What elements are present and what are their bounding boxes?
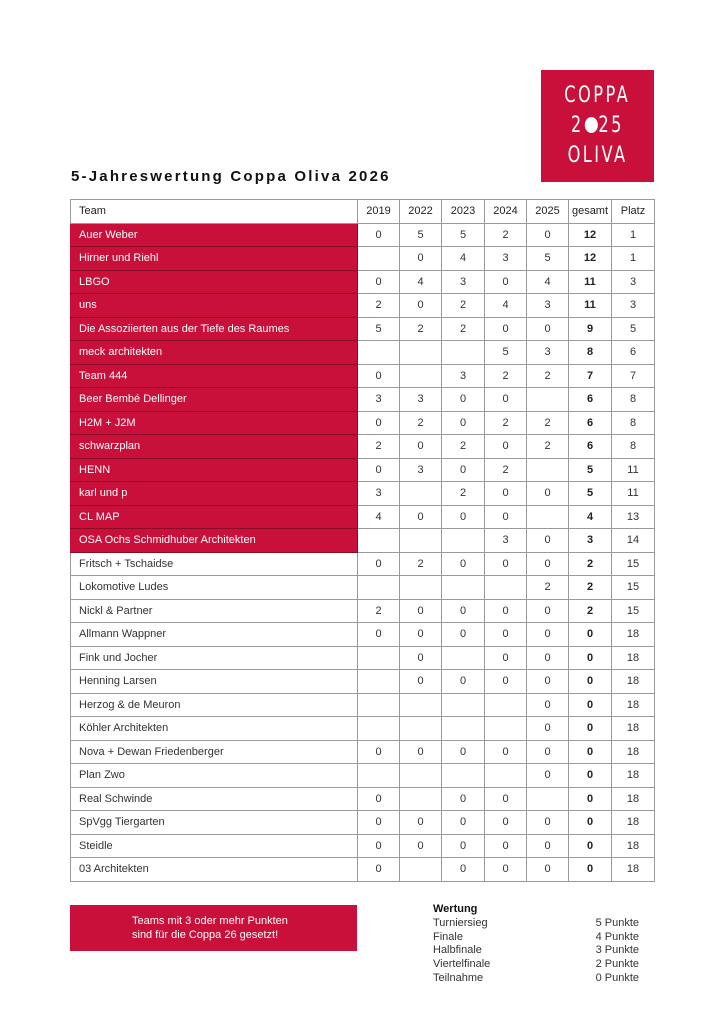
team-name: Köhler Architekten — [71, 717, 358, 741]
table-row — [71, 482, 655, 506]
score-2022: 0 — [400, 670, 442, 694]
score-2024: 0 — [485, 505, 527, 529]
score-total: 2 — [569, 599, 612, 623]
score-2025: 0 — [527, 552, 569, 576]
score-2019: 3 — [358, 482, 400, 506]
score-total: 2 — [569, 552, 612, 576]
logo-line-coppa: COPPA — [564, 83, 631, 108]
team-name: Plan Zwo — [71, 764, 358, 788]
score-2023 — [442, 693, 485, 717]
score-2024: 4 — [485, 294, 527, 318]
header-2019: 2019 — [358, 200, 400, 224]
score-total: 3 — [569, 529, 612, 553]
score-total: 4 — [569, 505, 612, 529]
score-2025: 0 — [527, 858, 569, 882]
score-2024 — [485, 576, 527, 600]
team-name: Hirner und Riehl — [71, 247, 358, 271]
score-total: 0 — [569, 717, 612, 741]
score-2023: 0 — [442, 858, 485, 882]
logo-line-year — [571, 111, 624, 141]
table-body — [71, 223, 655, 881]
score-2025: 0 — [527, 717, 569, 741]
score-2019: 0 — [358, 223, 400, 247]
table-row — [71, 529, 655, 553]
score-2022 — [400, 529, 442, 553]
score-total: 6 — [569, 411, 612, 435]
score-2023: 0 — [442, 388, 485, 412]
team-name: Nickl & Partner — [71, 599, 358, 623]
score-2019: 4 — [358, 505, 400, 529]
team-name: OSA Ochs Schmidhuber Architekten — [71, 529, 358, 553]
score-total: 8 — [569, 341, 612, 365]
rank: 11 — [612, 458, 655, 482]
rank: 11 — [612, 482, 655, 506]
rank: 18 — [612, 717, 655, 741]
score-2019: 5 — [358, 317, 400, 341]
team-name: Beer Bembé Dellinger — [71, 388, 358, 412]
score-total: 0 — [569, 623, 612, 647]
rank: 18 — [612, 858, 655, 882]
table-row — [71, 623, 655, 647]
rank: 18 — [612, 834, 655, 858]
score-2025: 0 — [527, 693, 569, 717]
legend-label: Teilnahme — [433, 971, 484, 984]
team-name: CL MAP — [71, 505, 358, 529]
score-total: 0 — [569, 670, 612, 694]
legend-title: Wertung — [433, 903, 478, 915]
score-2022 — [400, 858, 442, 882]
header-team: Team — [71, 200, 358, 224]
score-2024: 0 — [485, 317, 527, 341]
score-2024: 2 — [485, 411, 527, 435]
score-2019 — [358, 717, 400, 741]
score-2025 — [527, 458, 569, 482]
rank: 18 — [612, 811, 655, 835]
score-2024: 0 — [485, 388, 527, 412]
rank: 18 — [612, 787, 655, 811]
score-2023: 0 — [442, 505, 485, 529]
score-2025 — [527, 388, 569, 412]
team-name: uns — [71, 294, 358, 318]
score-2019 — [358, 576, 400, 600]
table-row — [71, 270, 655, 294]
header-2024: 2024 — [485, 200, 527, 224]
table-row — [71, 764, 655, 788]
score-2022: 2 — [400, 552, 442, 576]
seeding-note — [70, 905, 357, 951]
table-row — [71, 670, 655, 694]
legend-label: Viertelfinale — [433, 958, 491, 971]
score-2025 — [527, 505, 569, 529]
table-row — [71, 717, 655, 741]
legend-value: 2 Punkte — [595, 958, 639, 971]
score-2024 — [485, 764, 527, 788]
legend-label: Finale — [433, 930, 463, 943]
score-2019: 2 — [358, 294, 400, 318]
score-total: 0 — [569, 811, 612, 835]
score-2025: 2 — [527, 435, 569, 459]
score-total: 0 — [569, 740, 612, 764]
score-2023: 0 — [442, 411, 485, 435]
score-2023: 2 — [442, 482, 485, 506]
score-2019 — [358, 341, 400, 365]
score-2023 — [442, 576, 485, 600]
table-row — [71, 411, 655, 435]
score-2025: 2 — [527, 364, 569, 388]
score-2024: 2 — [485, 223, 527, 247]
table-row — [71, 858, 655, 882]
table-row — [71, 693, 655, 717]
score-2022: 0 — [400, 811, 442, 835]
score-2023: 3 — [442, 364, 485, 388]
rank: 13 — [612, 505, 655, 529]
score-total: 2 — [569, 576, 612, 600]
score-2022: 2 — [400, 317, 442, 341]
table-row — [71, 247, 655, 271]
score-2022 — [400, 482, 442, 506]
score-2019: 0 — [358, 787, 400, 811]
score-2022: 0 — [400, 623, 442, 647]
score-2024: 2 — [485, 458, 527, 482]
team-name: Fritsch + Tschaidse — [71, 552, 358, 576]
table-row — [71, 341, 655, 365]
rank: 5 — [612, 317, 655, 341]
rank: 18 — [612, 764, 655, 788]
score-2023 — [442, 341, 485, 365]
rank: 3 — [612, 294, 655, 318]
team-name: karl und p — [71, 482, 358, 506]
score-2019 — [358, 247, 400, 271]
rank: 6 — [612, 341, 655, 365]
rank: 18 — [612, 670, 655, 694]
score-2022 — [400, 717, 442, 741]
team-name: meck architekten — [71, 341, 358, 365]
score-2019 — [358, 693, 400, 717]
rank: 3 — [612, 270, 655, 294]
score-total: 11 — [569, 270, 612, 294]
score-2019: 0 — [358, 740, 400, 764]
legend-value: 3 Punkte — [595, 944, 639, 957]
score-2024: 3 — [485, 247, 527, 271]
score-2025: 0 — [527, 670, 569, 694]
score-2025: 3 — [527, 294, 569, 318]
score-2023 — [442, 717, 485, 741]
score-2022: 0 — [400, 834, 442, 858]
score-2024 — [485, 693, 527, 717]
score-2023: 2 — [442, 294, 485, 318]
legend-item — [433, 958, 639, 972]
team-name: 03 Architekten — [71, 858, 358, 882]
score-2023: 0 — [442, 787, 485, 811]
score-2025: 0 — [527, 317, 569, 341]
score-2023: 0 — [442, 670, 485, 694]
score-2024: 0 — [485, 646, 527, 670]
legend-value: 4 Punkte — [595, 930, 639, 943]
score-total: 9 — [569, 317, 612, 341]
score-2023 — [442, 764, 485, 788]
rank: 1 — [612, 247, 655, 271]
score-2019 — [358, 646, 400, 670]
table-row — [71, 576, 655, 600]
rank: 14 — [612, 529, 655, 553]
seeding-note-line2: sind für die Coppa 26 gesetzt! — [132, 929, 279, 941]
team-name: Die Assoziierten aus der Tiefe des Raumes — [71, 317, 358, 341]
score-2019: 0 — [358, 623, 400, 647]
team-name: Nova + Dewan Friedenberger — [71, 740, 358, 764]
score-2023: 2 — [442, 317, 485, 341]
header-2023: 2023 — [442, 200, 485, 224]
team-name: HENN — [71, 458, 358, 482]
table-row — [71, 317, 655, 341]
logo-year-left: 2 — [570, 113, 584, 138]
rank: 15 — [612, 599, 655, 623]
rank: 15 — [612, 552, 655, 576]
score-2023: 2 — [442, 435, 485, 459]
score-2022: 0 — [400, 599, 442, 623]
score-2019: 0 — [358, 858, 400, 882]
legend-item — [433, 917, 639, 931]
table-row — [71, 388, 655, 412]
score-2024: 0 — [485, 811, 527, 835]
score-2025: 2 — [527, 411, 569, 435]
score-2022 — [400, 693, 442, 717]
score-2024: 0 — [485, 270, 527, 294]
logo-year-right: 25 — [598, 113, 625, 138]
score-2022: 3 — [400, 458, 442, 482]
score-2019: 3 — [358, 388, 400, 412]
legend-item — [433, 931, 639, 945]
legend-label: Turniersieg — [433, 916, 488, 929]
score-2023: 0 — [442, 834, 485, 858]
team-name: Lokomotive Ludes — [71, 576, 358, 600]
score-2022: 0 — [400, 505, 442, 529]
score-total: 12 — [569, 247, 612, 271]
header-platz: Platz — [612, 200, 655, 224]
score-2019: 0 — [358, 552, 400, 576]
score-2025: 4 — [527, 270, 569, 294]
table-header-row — [71, 200, 655, 224]
score-2024: 3 — [485, 529, 527, 553]
score-total: 11 — [569, 294, 612, 318]
table-row — [71, 740, 655, 764]
score-2019: 0 — [358, 411, 400, 435]
legend-value: 0 Punkte — [595, 971, 639, 984]
score-2025: 0 — [527, 623, 569, 647]
rank: 18 — [612, 740, 655, 764]
legend-item — [433, 944, 639, 958]
team-name: SpVgg Tiergarten — [71, 811, 358, 835]
score-2025: 0 — [527, 599, 569, 623]
header-gesamt: gesamt — [569, 200, 612, 224]
legend-value: 5 Punkte — [595, 916, 639, 929]
rank: 1 — [612, 223, 655, 247]
rank: 18 — [612, 623, 655, 647]
score-2019 — [358, 529, 400, 553]
score-total: 5 — [569, 482, 612, 506]
team-name: schwarzplan — [71, 435, 358, 459]
score-2022: 3 — [400, 388, 442, 412]
score-2024: 0 — [485, 482, 527, 506]
table-row — [71, 364, 655, 388]
score-total: 0 — [569, 764, 612, 788]
score-2023: 3 — [442, 270, 485, 294]
score-2024 — [485, 717, 527, 741]
score-2025: 0 — [527, 834, 569, 858]
olive-icon — [585, 117, 598, 133]
score-2022: 0 — [400, 435, 442, 459]
score-2019: 0 — [358, 834, 400, 858]
score-2023 — [442, 646, 485, 670]
score-2025: 0 — [527, 740, 569, 764]
score-total: 0 — [569, 787, 612, 811]
table-row — [71, 505, 655, 529]
seeding-note-line1: Teams mit 3 oder mehr Punkten — [132, 915, 288, 927]
score-2023: 0 — [442, 623, 485, 647]
score-2024: 0 — [485, 623, 527, 647]
score-2019 — [358, 764, 400, 788]
table-row — [71, 435, 655, 459]
score-total: 6 — [569, 388, 612, 412]
score-2022: 5 — [400, 223, 442, 247]
score-total: 12 — [569, 223, 612, 247]
score-2019: 2 — [358, 599, 400, 623]
score-2025: 0 — [527, 529, 569, 553]
table-row — [71, 223, 655, 247]
score-2025: 2 — [527, 576, 569, 600]
score-2025 — [527, 787, 569, 811]
score-2022 — [400, 341, 442, 365]
score-2019: 0 — [358, 270, 400, 294]
score-2019: 0 — [358, 458, 400, 482]
score-2022: 4 — [400, 270, 442, 294]
table-row — [71, 834, 655, 858]
score-2022: 2 — [400, 411, 442, 435]
score-2023: 4 — [442, 247, 485, 271]
table-row — [71, 787, 655, 811]
score-2024: 0 — [485, 670, 527, 694]
score-total: 0 — [569, 646, 612, 670]
score-2022: 0 — [400, 247, 442, 271]
score-2023: 5 — [442, 223, 485, 247]
score-2025: 0 — [527, 811, 569, 835]
score-2025: 3 — [527, 341, 569, 365]
score-2019: 2 — [358, 435, 400, 459]
legend-label: Halbfinale — [433, 944, 482, 957]
score-2019 — [358, 670, 400, 694]
team-name: Steidle — [71, 834, 358, 858]
score-2019: 0 — [358, 811, 400, 835]
score-2023: 0 — [442, 552, 485, 576]
table-row — [71, 294, 655, 318]
score-2022 — [400, 576, 442, 600]
score-2022: 0 — [400, 294, 442, 318]
score-2024: 0 — [485, 740, 527, 764]
ranking-table — [70, 199, 655, 882]
team-name: Allmann Wappner — [71, 623, 358, 647]
score-2024: 0 — [485, 834, 527, 858]
score-2022: 0 — [400, 646, 442, 670]
rank: 8 — [612, 411, 655, 435]
table-row — [71, 811, 655, 835]
score-2023: 0 — [442, 811, 485, 835]
score-2022 — [400, 787, 442, 811]
score-2025: 5 — [527, 247, 569, 271]
score-2022 — [400, 764, 442, 788]
score-2025: 0 — [527, 482, 569, 506]
score-2025: 0 — [527, 223, 569, 247]
rank: 7 — [612, 364, 655, 388]
team-name: Team 444 — [71, 364, 358, 388]
score-2025: 0 — [527, 646, 569, 670]
table-row — [71, 646, 655, 670]
score-total: 6 — [569, 435, 612, 459]
score-2023 — [442, 529, 485, 553]
team-name: Henning Larsen — [71, 670, 358, 694]
score-2022 — [400, 364, 442, 388]
rank: 15 — [612, 576, 655, 600]
scoring-legend — [433, 903, 639, 986]
table-row — [71, 552, 655, 576]
team-name: Auer Weber — [71, 223, 358, 247]
logo-line-oliva: OLIVA — [567, 143, 628, 168]
score-2024: 0 — [485, 858, 527, 882]
team-name: LBGO — [71, 270, 358, 294]
score-total: 5 — [569, 458, 612, 482]
table-row — [71, 458, 655, 482]
rank: 18 — [612, 646, 655, 670]
legend-item — [433, 972, 639, 986]
score-2023: 0 — [442, 740, 485, 764]
team-name: H2M + J2M — [71, 411, 358, 435]
score-total: 0 — [569, 858, 612, 882]
score-total: 7 — [569, 364, 612, 388]
score-2025: 0 — [527, 764, 569, 788]
table-row — [71, 599, 655, 623]
rank: 18 — [612, 693, 655, 717]
header-2022: 2022 — [400, 200, 442, 224]
score-total: 0 — [569, 834, 612, 858]
score-2024: 5 — [485, 341, 527, 365]
team-name: Herzog & de Meuron — [71, 693, 358, 717]
score-2024: 0 — [485, 435, 527, 459]
score-2022: 0 — [400, 740, 442, 764]
team-name: Fink und Jocher — [71, 646, 358, 670]
score-2023: 0 — [442, 599, 485, 623]
score-2019: 0 — [358, 364, 400, 388]
team-name: Real Schwinde — [71, 787, 358, 811]
score-2023: 0 — [442, 458, 485, 482]
rank: 8 — [612, 388, 655, 412]
score-2024: 0 — [485, 599, 527, 623]
rank: 8 — [612, 435, 655, 459]
score-2024: 0 — [485, 552, 527, 576]
coppa-oliva-logo — [541, 70, 654, 182]
score-2024: 0 — [485, 787, 527, 811]
page-title: 5-Jahreswertung Coppa Oliva 2026 — [71, 168, 391, 185]
score-total: 0 — [569, 693, 612, 717]
header-2025: 2025 — [527, 200, 569, 224]
score-2024: 2 — [485, 364, 527, 388]
